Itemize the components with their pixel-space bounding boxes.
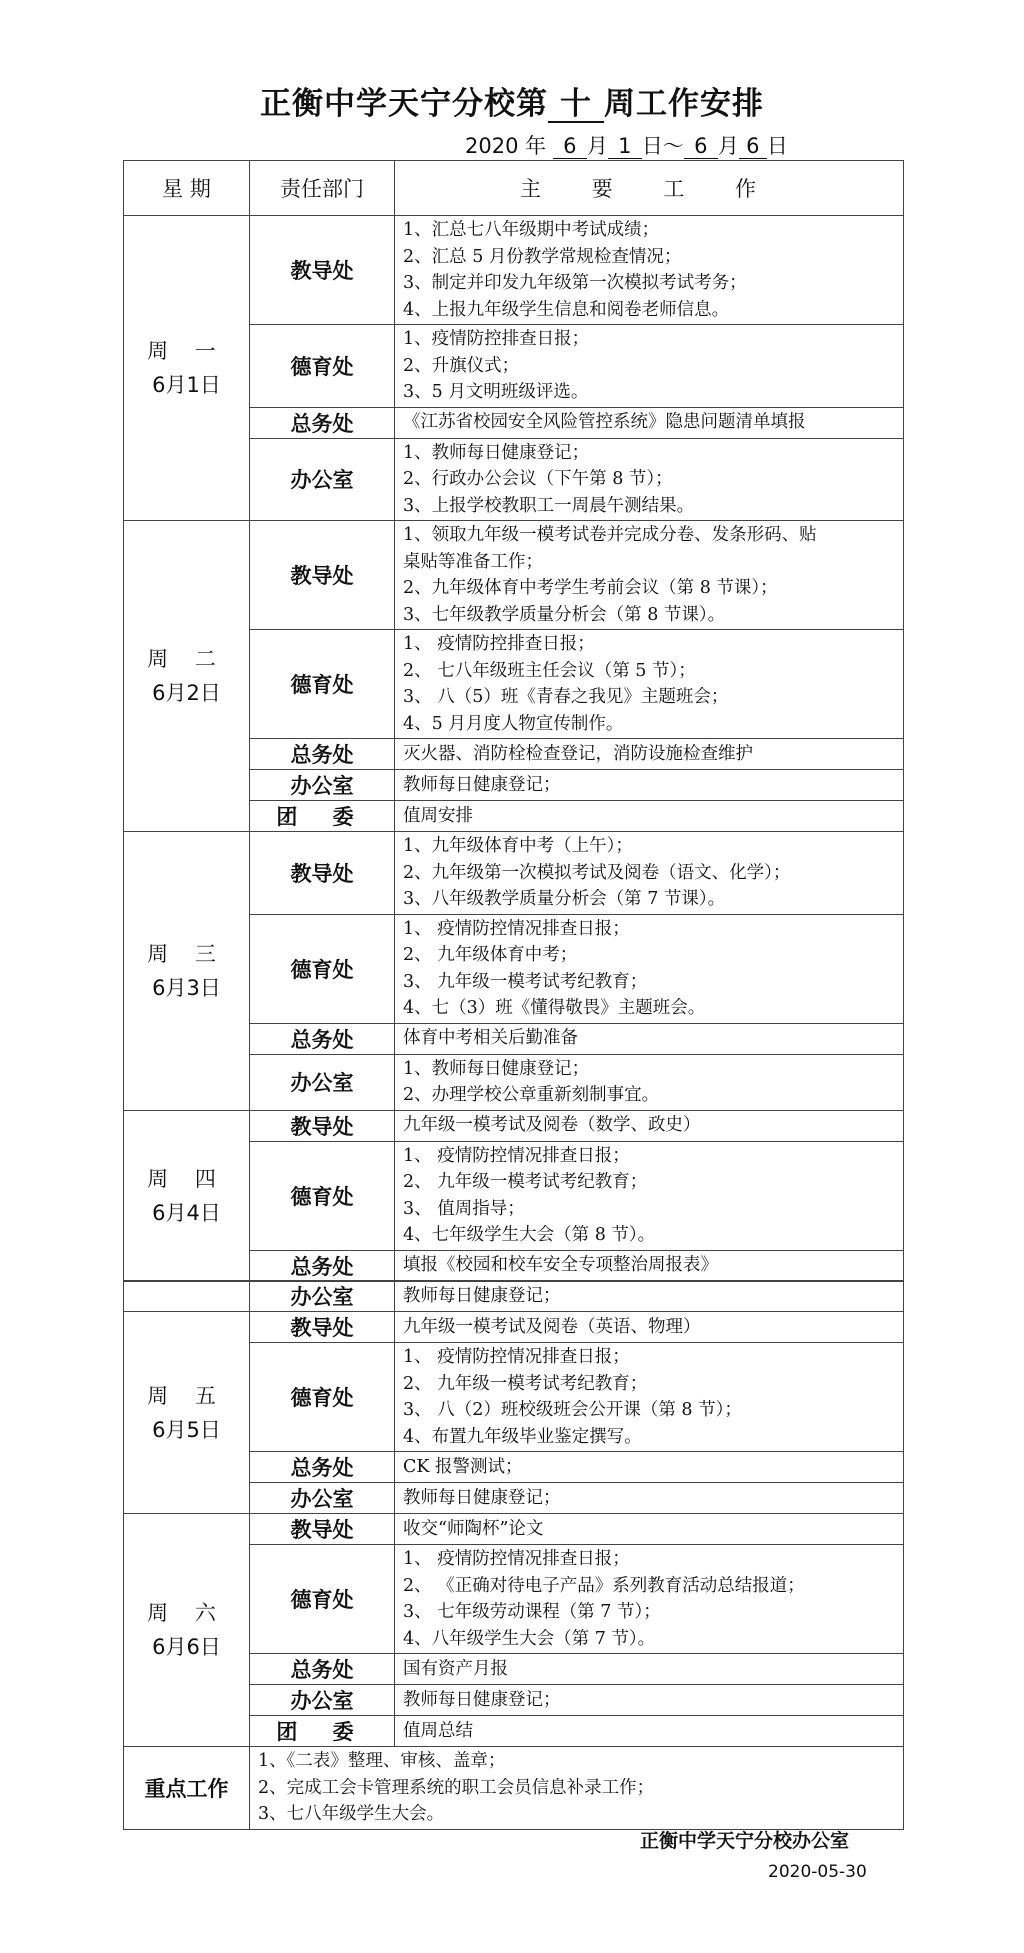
schedule-table-part-2 [123,1280,904,1830]
dept-cell: 总务处 [250,1452,395,1483]
work-line: 体育中考相关后勤准备 [403,1028,578,1049]
work-cell [395,1141,904,1250]
day-date: 6月2日 [152,681,221,705]
day-date: 6月1日 [152,373,221,397]
work-line: 4、上报九年级学生信息和阅卷老师信息。 [403,299,730,320]
work-line: 3、 七年级劳动课程（第 7 节）； [403,1602,661,1622]
work-line: 1、教师每日健康登记； [403,1058,590,1079]
work-line: 3、 值周指导； [403,1198,525,1219]
work-line: 2、 《正确对待电子产品》系列教育活动总结报道； [403,1575,805,1596]
work-line: 1、九年级体育中考（上午）； [403,836,633,856]
table-row [124,1110,904,1141]
work-line: 桌贴等准备工作； [403,551,543,572]
date-month-char-2: 月 [717,134,739,158]
date-year: 2020 年 [465,134,547,158]
header-work: 主 要 工 作 [395,161,904,216]
day-cell [124,1312,250,1514]
work-cell [395,914,904,1023]
key-work-row [124,1747,904,1830]
day-cell [124,521,250,832]
day-name: 周 四 [147,1166,226,1191]
work-line: 1、汇总七八年级期中考试成绩； [403,220,660,240]
key-work-line: 3、七八年级学生大会。 [258,1804,445,1824]
dept-cell: 教导处 [250,1312,395,1343]
date-separator: 日～ [641,134,684,158]
work-line: 教师每日健康登记； [403,774,561,795]
work-line: 2、行政办公会议（下午第 8 节）； [403,469,673,489]
dept-cell: 德育处 [250,1545,395,1654]
dept-cell: 办公室 [250,1281,395,1312]
work-line: 3、制定并印发九年级第一次模拟考试考务； [403,273,747,293]
work-cell [395,739,904,770]
work-line: 教师每日健康登记； [403,1285,561,1306]
day-cell [124,216,250,521]
work-line: 2、九年级体育中考学生考前会议（第 8 节课）； [403,578,778,598]
work-line: 1、 疫情防控情况排查日报； [403,1145,630,1166]
day-name: 周 五 [147,1383,226,1408]
table-row [124,1281,904,1312]
key-work-line: 1、《二表》整理、审核、盖章； [258,1751,506,1771]
work-line: 1、 疫情防控情况排查日报； [403,1549,630,1569]
work-line: 3、 八（2）班校级班会公开课（第 8 节）； [403,1400,742,1420]
day-date: 6月4日 [152,1200,221,1225]
work-line: 1、疫情防控排查日报； [403,329,590,349]
work-line: 收交“师陶杯”论文 [403,1518,544,1539]
day-date: 6月5日 [152,1417,221,1442]
work-line: 3、上报学校教职工一周晨午测结果。 [403,495,695,516]
work-line: 4、七年级学生大会（第 8 节）。 [403,1225,656,1245]
work-cell [395,1654,904,1685]
work-line: 1、教师每日健康登记； [403,442,590,463]
work-line: 1、 疫情防控情况排查日报； [403,1347,630,1367]
issue-date: 2020-05-30 [768,1862,867,1882]
dept-cell: 团 委 [250,801,395,832]
day-date: 6月3日 [152,975,221,1000]
title-prefix: 正衡中学天宁分校第 [260,86,548,122]
work-line: 教师每日健康登记； [403,1689,561,1710]
work-line: 填报《校园和校车安全专项整治周报表》 [403,1255,718,1276]
day-date: 6月6日 [152,1635,221,1659]
work-line: 2、 七八年级班主任会议（第 5 节）； [403,660,696,681]
date-end-month: 6 [684,134,718,159]
day-name: 周 二 [147,647,226,671]
work-line: 4、布置九年级毕业鉴定撰写。 [403,1426,642,1447]
work-line: 3、七年级教学质量分析会（第 8 节课）。 [403,604,726,625]
dept-cell: 教导处 [250,521,395,630]
work-cell [395,1452,904,1483]
day-cell [124,1514,250,1747]
work-line: 九年级一模考试及阅卷（英语、物理） [403,1316,701,1337]
work-line: 灭火器、消防栓检查登记，消防设施检查维护 [403,743,753,764]
work-line: 《江苏省校园安全风险管控系统》隐患问题清单填报 [403,412,806,433]
title-week-number: 十 [548,87,604,123]
table-header-row [124,161,904,216]
dept-cell: 办公室 [250,1054,395,1110]
date-range [465,130,788,160]
work-cell [395,832,904,915]
date-end-char: 日 [766,134,788,158]
dept-cell: 团 委 [250,1716,395,1747]
date-start-day: 1 [608,134,642,159]
work-line: 2、 九年级体育中考； [403,945,578,965]
work-cell [395,1054,904,1110]
day-name: 周 三 [147,941,226,966]
work-cell [395,1343,904,1452]
work-cell [395,216,904,325]
work-line: 值周总结 [403,1720,473,1741]
issuing-office: 正衡中学天宁分校办公室 [640,1830,850,1852]
work-line: 1、 疫情防控排查日报； [403,634,595,654]
date-month-char-1: 月 [586,134,608,158]
day-cell [124,832,250,1111]
dept-cell: 总务处 [250,1654,395,1685]
work-line: 3、 八（5）班《青春之我见》主题班会； [403,687,729,707]
work-cell [395,1545,904,1654]
work-cell [395,1483,904,1514]
dept-cell: 总务处 [250,407,395,438]
day-cell-empty [124,1281,250,1312]
work-cell [395,438,904,521]
dept-cell: 教导处 [250,216,395,325]
work-line: 教师每日健康登记； [403,1487,561,1508]
dept-cell: 德育处 [250,1343,395,1452]
work-cell [395,1685,904,1716]
work-line: 3、5 月文明班级评选。 [403,382,589,402]
date-end-day: 6 [739,134,767,159]
work-line: 国有资产月报 [403,1658,508,1679]
work-line: 3、 九年级一模考试考纪教育； [403,971,648,992]
work-cell [395,801,904,832]
dept-cell: 总务处 [250,739,395,770]
dept-cell: 办公室 [250,770,395,801]
title-suffix: 周工作安排 [604,86,764,122]
dept-cell: 教导处 [250,1110,395,1141]
work-cell [395,407,904,438]
dept-cell: 办公室 [250,438,395,521]
work-line: 2、 九年级一模考试考纪教育； [403,1172,648,1192]
work-line: 1、领取九年级一模考试卷并完成分卷、发条形码、贴 [403,525,817,545]
work-line: CK 报警测试； [403,1456,523,1477]
work-cell [395,1023,904,1054]
dept-cell: 德育处 [250,914,395,1023]
work-line: 4、七（3）班《懂得敬畏》主题班会。 [403,998,706,1018]
dept-cell: 德育处 [250,325,395,408]
dept-cell: 总务处 [250,1250,395,1281]
work-line: 值周安排 [403,805,473,826]
work-cell [395,1716,904,1747]
work-line: 2、九年级第一次模拟考试及阅卷（语文、化学）； [403,862,791,883]
day-name: 周 一 [147,339,226,363]
table-row [124,1312,904,1343]
dept-cell: 办公室 [250,1483,395,1514]
dept-cell: 德育处 [250,1141,395,1250]
work-cell [395,1281,904,1312]
day-cell [124,1110,250,1281]
work-line: 2、升旗仪式； [403,355,520,376]
key-work-line: 2、完成工会卡管理系统的职工会员信息补录工作； [258,1777,655,1798]
header-dept: 责任部门 [250,161,395,216]
work-cell [395,325,904,408]
dept-cell: 教导处 [250,1514,395,1545]
work-cell [395,1514,904,1545]
dept-cell: 教导处 [250,832,395,915]
work-cell [395,630,904,739]
work-cell [395,1312,904,1343]
schedule-table-part-1 [123,160,904,1282]
date-start-month: 6 [553,134,587,159]
work-line: 2、汇总 5 月份教学常规检查情况； [403,246,682,267]
key-work-cell [250,1747,904,1830]
header-day: 星 期 [124,161,250,216]
work-line: 2、 九年级一模考试考纪教育； [403,1373,648,1394]
work-line: 4、5 月月度人物宣传制作。 [403,713,624,734]
work-cell [395,1110,904,1141]
work-cell [395,770,904,801]
work-cell [395,1250,904,1281]
key-work-label: 重点工作 [124,1747,250,1830]
work-line: 2、办理学校公章重新刻制事宜。 [403,1085,660,1105]
table-row [124,521,904,630]
table-row [124,832,904,915]
dept-cell: 德育处 [250,630,395,739]
work-line: 九年级一模考试及阅卷（数学、政史） [403,1115,701,1136]
day-name: 周 六 [147,1601,226,1625]
work-line: 1、 疫情防控情况排查日报； [403,918,630,939]
table-row [124,1514,904,1545]
work-line: 4、八年级学生大会（第 7 节）。 [403,1628,656,1649]
dept-cell: 办公室 [250,1685,395,1716]
page-title [0,78,1024,123]
work-line: 3、八年级教学质量分析会（第 7 节课）。 [403,889,726,909]
dept-cell: 总务处 [250,1023,395,1054]
table-row [124,216,904,325]
work-cell [395,521,904,630]
